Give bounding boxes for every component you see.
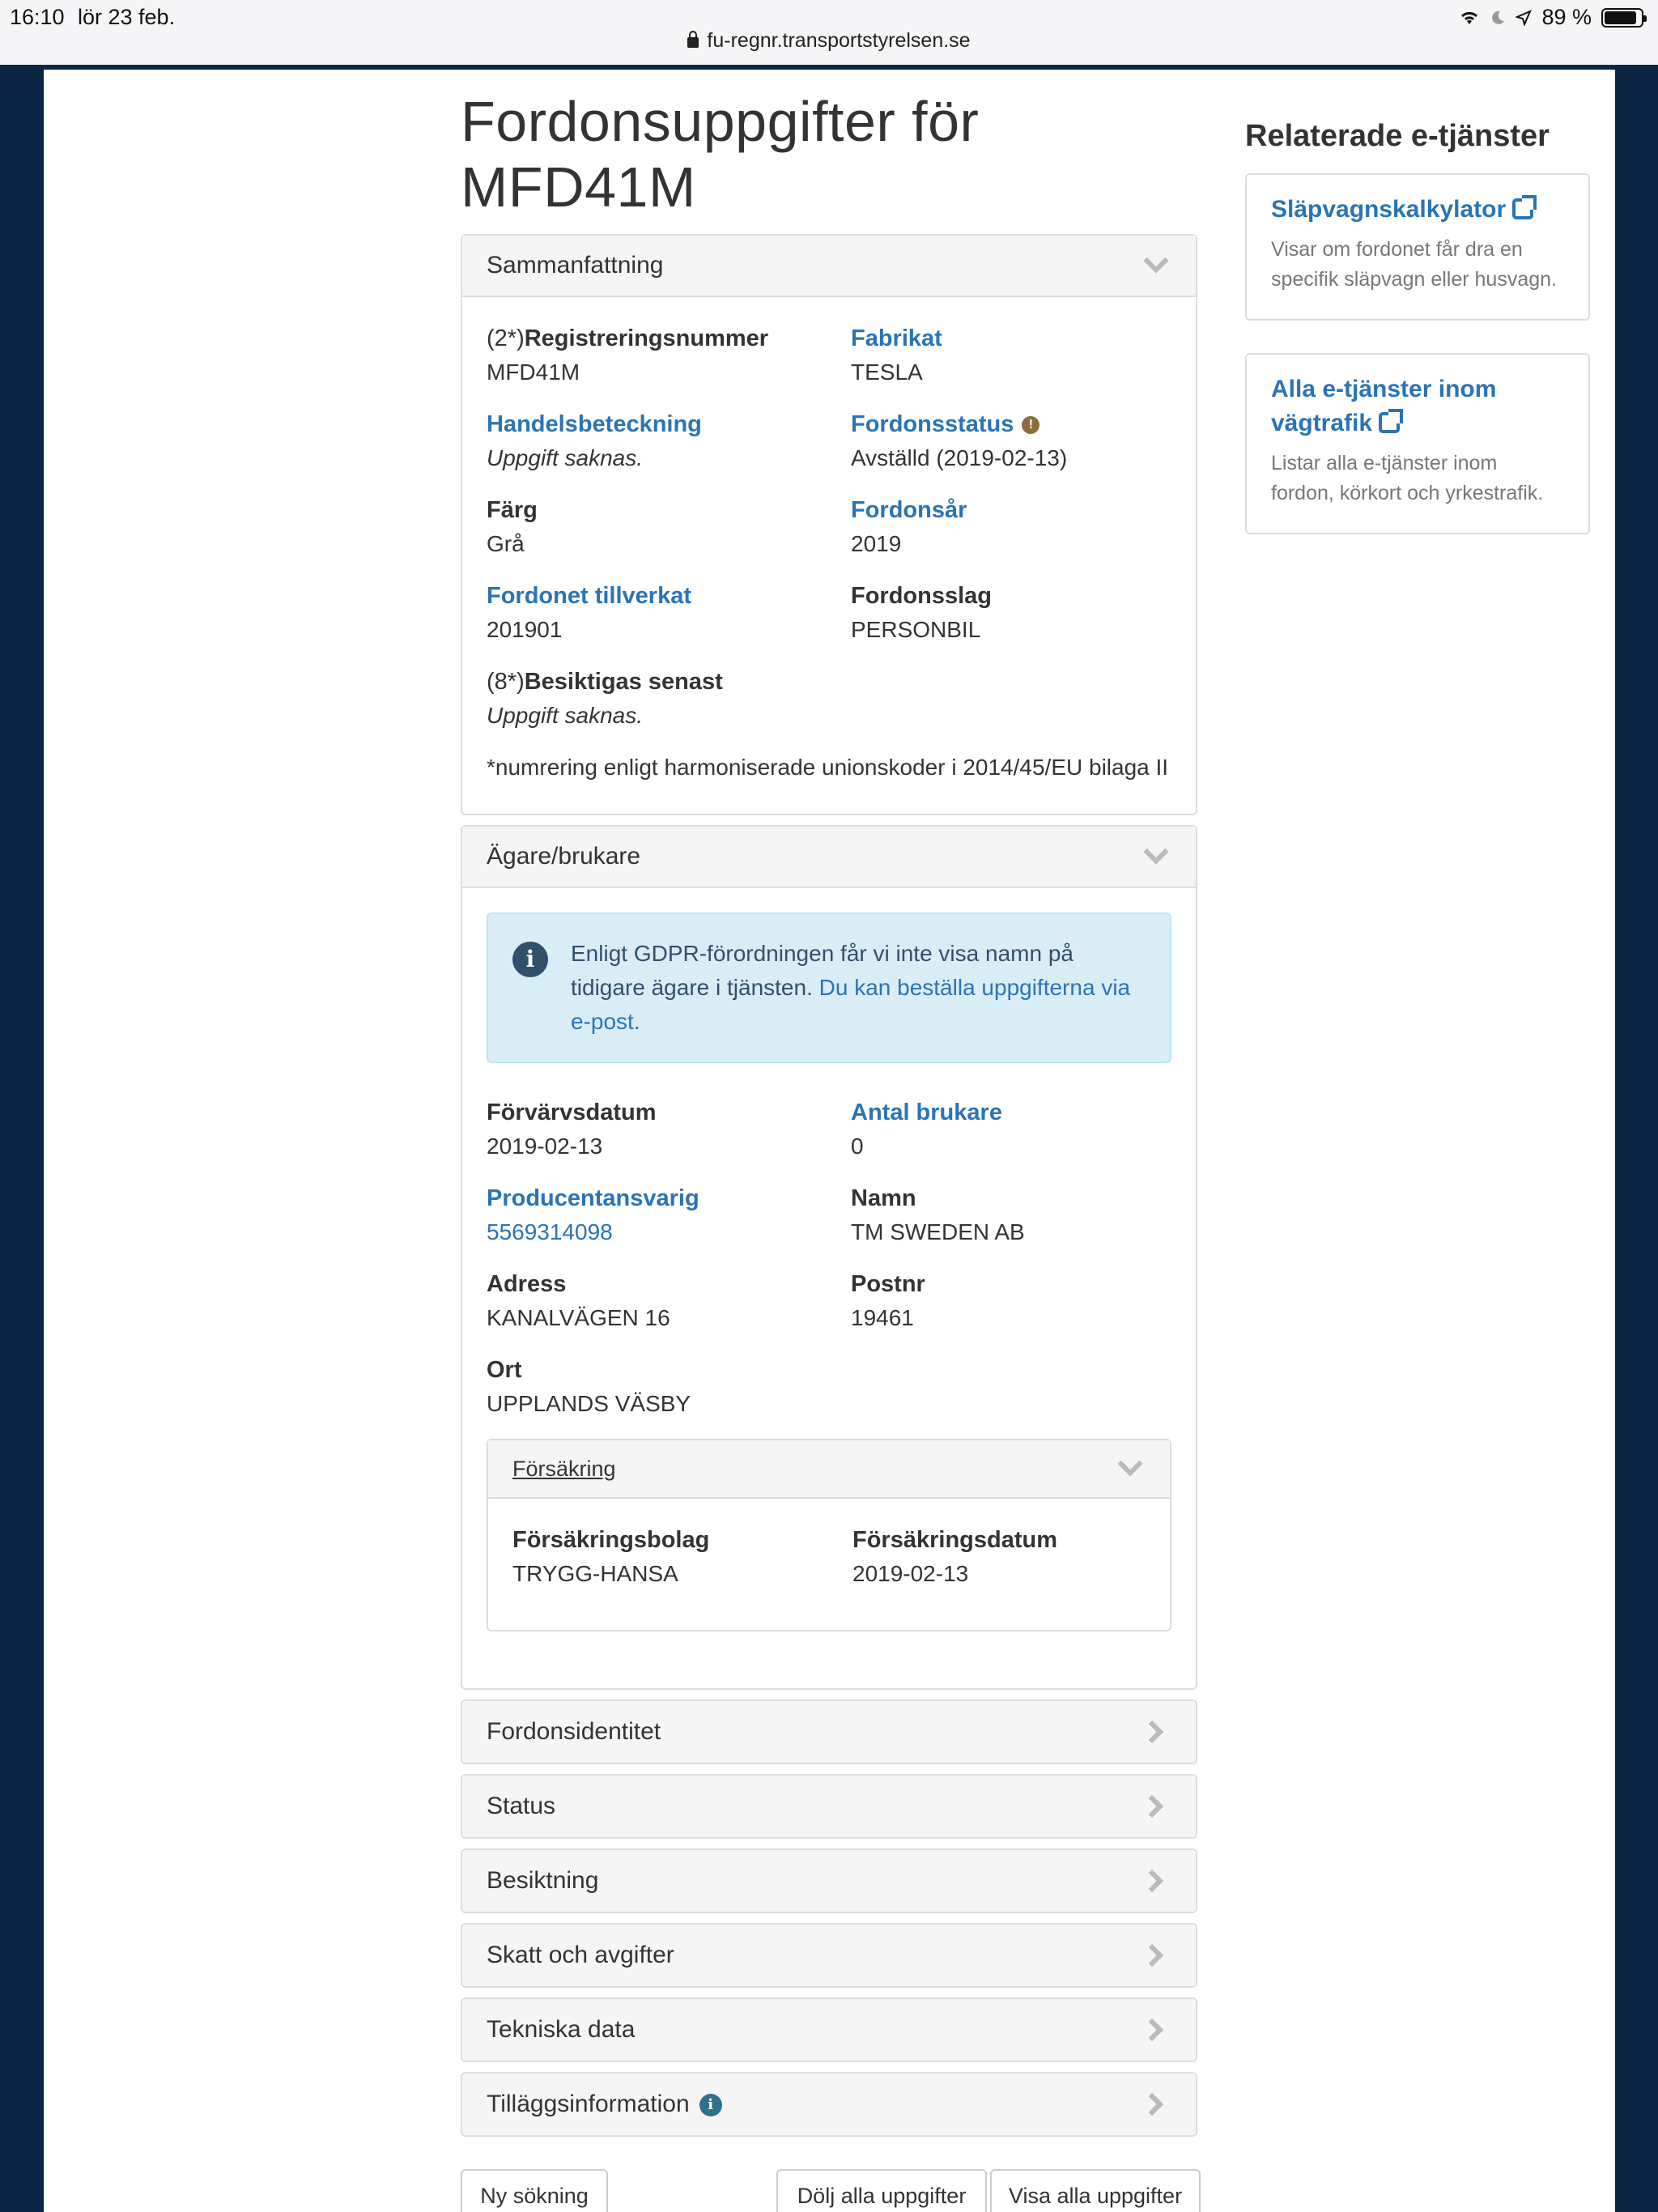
color-value: Grå: [487, 531, 525, 556]
section-label: Besiktning: [487, 1867, 599, 1894]
section-label: Status: [487, 1793, 556, 1819]
users-label[interactable]: Antal brukare: [851, 1100, 1002, 1125]
section-label: Tekniska data: [487, 2016, 636, 2043]
external-link-icon: [1512, 198, 1533, 219]
sidebar: [1245, 70, 1590, 534]
address-bar[interactable]: [0, 29, 1658, 53]
year-label[interactable]: Fordonsår: [851, 497, 967, 523]
ins-date-label: Försäkringsdatum: [852, 1527, 1057, 1553]
url-text: fu-regnr.transportstyrelsen.se: [707, 29, 971, 52]
section-fordonsidentitet[interactable]: [461, 1699, 1197, 1764]
producer-value[interactable]: 5569314098: [487, 1219, 613, 1244]
chevron-down-icon: [1143, 839, 1168, 864]
ins-company-label: Försäkringsbolag: [512, 1527, 710, 1553]
section-tillaggsinformation[interactable]: [461, 2072, 1197, 2137]
ins-company-value: TRYGG-HANSA: [512, 1561, 678, 1586]
section-status[interactable]: [461, 1774, 1197, 1839]
new-search-button[interactable]: Ny sökning: [461, 2169, 608, 2212]
insurance-panel: [487, 1439, 1171, 1631]
insurance-header[interactable]: [488, 1440, 1170, 1499]
chevron-right-icon: [1141, 1721, 1163, 1743]
make-label[interactable]: Fabrikat: [851, 325, 942, 351]
summary-heading: Sammanfattning: [487, 252, 664, 279]
info-icon: i: [512, 942, 548, 977]
field-insurance-date: [852, 1523, 1146, 1591]
status-value: Avställd (2019-02-13): [851, 445, 1068, 470]
acq-label: Förvärvsdatum: [487, 1100, 657, 1125]
trade-label[interactable]: Handelsbeteckning: [487, 411, 702, 437]
email-order-link[interactable]: Du kan beställa uppgifterna via e-post.: [571, 975, 1131, 1034]
address-value: KANALVÄGEN 16: [487, 1305, 670, 1330]
chevron-right-icon: [1141, 2093, 1163, 2116]
card-title[interactable]: Alla e-tjänster inom vägtrafik: [1271, 375, 1497, 436]
type-value: PERSONBIL: [851, 617, 981, 642]
sidebar-title: Relaterade e-tjänster: [1245, 119, 1550, 153]
make-value: TESLA: [851, 359, 923, 385]
field-address: [487, 1267, 851, 1335]
city-label: Ort: [487, 1357, 522, 1383]
reg-label: Registreringsnummer: [524, 325, 769, 351]
ins-date-value: 2019-02-13: [852, 1561, 969, 1586]
acq-value: 2019-02-13: [487, 1134, 603, 1159]
field-vehicle-status: [851, 407, 1171, 475]
inspect-value: Uppgift saknas.: [487, 703, 643, 728]
page-title: Fordonsuppgifter för MFD41M: [461, 90, 980, 219]
footnote: *numrering enligt harmoniserade unionskoder i 2014/45/EU bilaga II: [487, 755, 1169, 780]
status-indicators: [1459, 5, 1643, 30]
zip-value: 19461: [851, 1305, 914, 1330]
owner-heading: Ägare/brukare: [487, 843, 641, 870]
field-inspection: [487, 665, 851, 733]
info-icon: i: [699, 2094, 722, 2116]
inspect-label: Besiktigas senast: [524, 669, 723, 695]
field-trade-name: [487, 407, 851, 475]
field-zip: [851, 1267, 1171, 1335]
color-label: Färg: [487, 497, 538, 523]
browser-top-bar: [0, 0, 1658, 65]
chevron-right-icon: [1141, 1795, 1163, 1818]
trade-value: Uppgift saknas.: [487, 445, 643, 470]
section-besiktning[interactable]: [461, 1848, 1197, 1913]
reg-value: MFD41M: [487, 359, 580, 385]
chevron-down-icon: [1117, 1451, 1142, 1476]
year-value: 2019: [851, 531, 902, 556]
field-make: [851, 321, 1171, 389]
field-year: [851, 493, 1171, 561]
field-city: [487, 1353, 851, 1421]
lock-icon: [687, 37, 699, 48]
chevron-right-icon: [1141, 1944, 1163, 1967]
field-insurance-company: [512, 1523, 852, 1591]
producer-label[interactable]: Producentansvarig: [487, 1185, 699, 1211]
section-skatt[interactable]: [461, 1923, 1197, 1988]
gdpr-alert: [487, 912, 1171, 1063]
status-time: 16:10: [10, 5, 65, 29]
reg-prefix: (2*): [487, 325, 525, 351]
field-vehicle-type: [851, 579, 1171, 647]
owner-panel: [461, 825, 1197, 1690]
manufactured-label[interactable]: Fordonet tillverkat: [487, 583, 691, 609]
manufactured-value: 201901: [487, 617, 563, 642]
status-label[interactable]: Fordonsstatus: [851, 411, 1014, 437]
inspect-prefix: (8*): [487, 669, 525, 695]
hide-all-button[interactable]: Dölj alla uppgifter: [776, 2169, 987, 2212]
warning-icon: !: [1022, 416, 1039, 434]
card-trailer-calculator[interactable]: [1245, 173, 1590, 321]
card-desc: Listar alla e-tjänster inom fordon, körkort och yrkestrafik.: [1271, 451, 1544, 504]
field-color: [487, 493, 851, 561]
card-title[interactable]: Släpvagnskalkylator: [1271, 195, 1507, 223]
action-buttons: [461, 2169, 1197, 2212]
summary-header[interactable]: [462, 236, 1196, 297]
city-value: UPPLANDS VÄSBY: [487, 1391, 691, 1416]
card-desc: Visar om fordonet får dra en specifik släpvagn eller husvagn.: [1271, 237, 1557, 291]
zip-label: Postnr: [851, 1271, 925, 1297]
field-registration: [487, 321, 851, 389]
moon-icon: [1490, 10, 1506, 26]
battery-icon: [1601, 8, 1643, 28]
section-label: Fordonsidentitet: [487, 1718, 661, 1745]
main-column: [461, 70, 1197, 2212]
chevron-right-icon: [1141, 1870, 1163, 1892]
field-producer: [487, 1181, 851, 1249]
name-value: TM SWEDEN AB: [851, 1219, 1025, 1244]
field-manufactured: [487, 579, 851, 647]
external-link-icon: [1379, 412, 1400, 433]
battery-percent: 89 %: [1541, 5, 1592, 29]
field-acquisition-date: [487, 1095, 851, 1163]
chevron-down-icon: [1143, 248, 1168, 273]
section-label: Tilläggsinformation: [487, 2091, 690, 2117]
chevron-right-icon: [1141, 2018, 1163, 2041]
name-label: Namn: [851, 1185, 916, 1211]
address-label: Adress: [487, 1271, 567, 1297]
section-label: Skatt och avgifter: [487, 1942, 674, 1968]
insurance-heading: Försäkring: [512, 1456, 616, 1481]
type-label: Fordonsslag: [851, 583, 993, 609]
status-date: lör 23 feb.: [78, 5, 176, 29]
summary-panel: [461, 234, 1197, 815]
card-all-eservices[interactable]: [1245, 353, 1590, 534]
field-user-count: [851, 1095, 1171, 1163]
location-icon: [1516, 10, 1532, 26]
users-value: 0: [851, 1134, 864, 1159]
page-content: [44, 70, 1615, 2212]
show-all-button[interactable]: Visa alla uppgifter: [990, 2169, 1201, 2212]
alert-text: Enligt GDPR-förordningen får vi inte visa namn på tidigare ägare i tjänsten.: [571, 941, 1073, 1000]
field-name: [851, 1181, 1171, 1249]
wifi-icon: [1459, 10, 1480, 26]
section-tekniska-data[interactable]: [461, 1997, 1197, 2062]
owner-header[interactable]: [462, 827, 1196, 888]
